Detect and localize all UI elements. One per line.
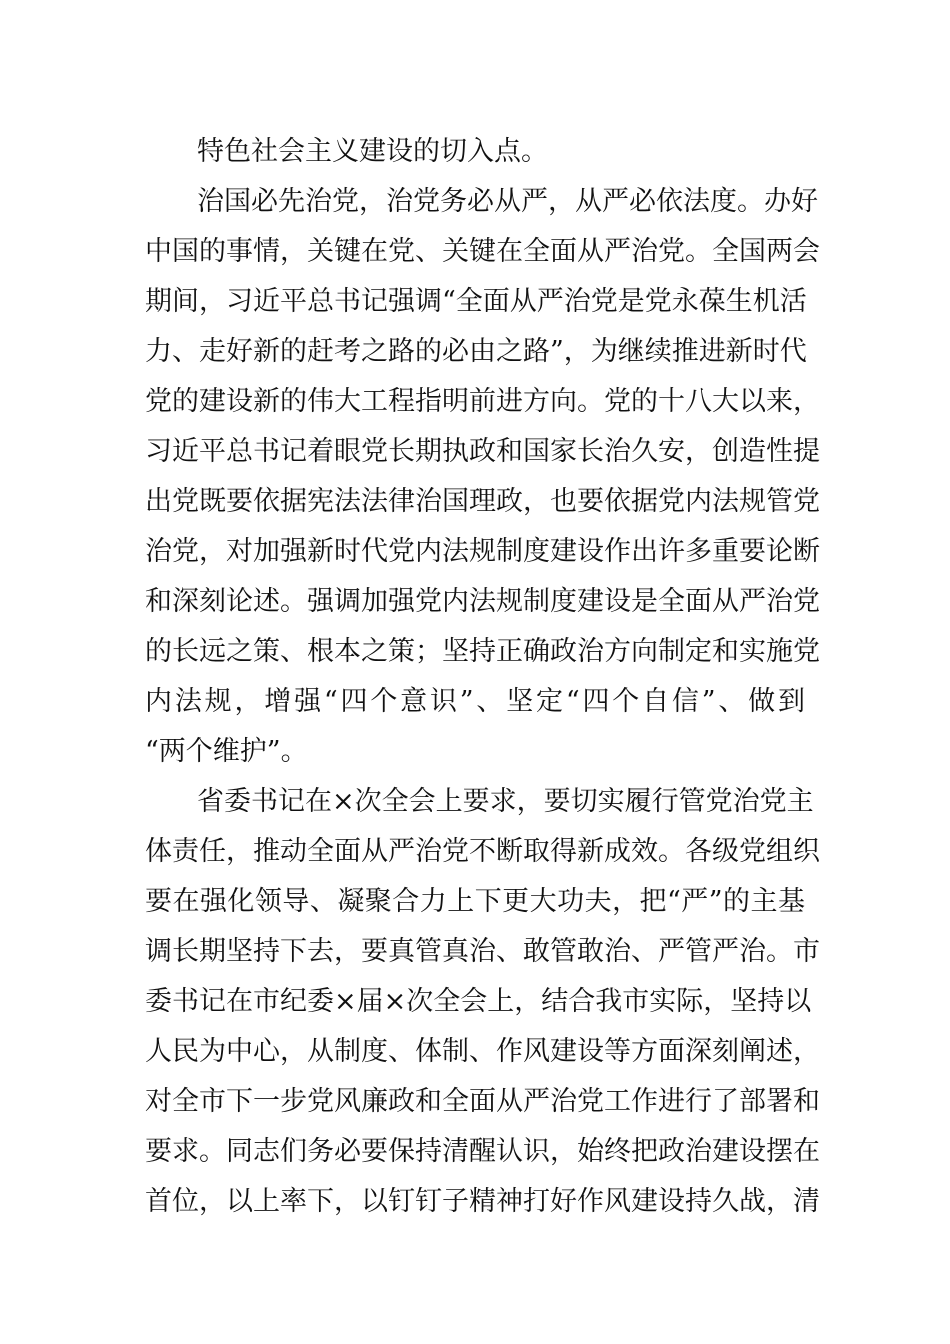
paragraph-2-line-10: 的长远之策、根本之策；坚持正确政治方向制定和实施党 (145, 636, 820, 667)
paragraph-2-line-8: 治党，对加强新时代党内法规制度建设作出许多重要论断 (145, 536, 820, 567)
paragraph-2-line-11: 内法规，增强“四个意识”、坚定“四个自信”、做到 (145, 686, 805, 717)
paragraph-2-line-2: 中国的事情，关键在党、关键在全面从严治党。全国两会 (145, 236, 820, 267)
paragraph-2-line-12: “两个维护”。 (145, 736, 308, 767)
paragraph-3-line-5: 委书记在市纪委×届×次全会上，结合我市实际，坚持以 (145, 986, 812, 1017)
paragraph-2-line-9: 和深刻论述。强调加强党内法规制度建设是全面从严治党 (145, 586, 820, 617)
paragraph-3-line-1: 省委书记在×次全会上要求，要切实履行管党治党主 (197, 786, 814, 817)
paragraph-2-line-7: 出党既要依据宪法法律治国理政，也要依据党内法规管党 (145, 486, 820, 517)
paragraph-3-line-2: 体责任，推动全面从严治党不断取得新成效。各级党组织 (145, 836, 820, 867)
paragraph-1-line-1: 特色社会主义建设的切入点。 (197, 136, 548, 167)
paragraph-2-line-3: 期间，习近平总书记强调“全面从严治党是党永葆生机活 (145, 286, 807, 317)
paragraph-3-line-7: 对全市下一步党风廉政和全面从严治党工作进行了部署和 (145, 1086, 820, 1117)
paragraph-2-line-1: 治国必先治党，治党务必从严，从严必依法度。办好 (197, 186, 818, 217)
paragraph-3-line-9: 首位，以上率下，以钉钉子精神打好作风建设持久战，清 (145, 1186, 820, 1217)
paragraph-3-line-3: 要在强化领导、凝聚合力上下更大功夫，把“严”的主基 (145, 886, 805, 917)
paragraph-3-line-6: 人民为中心，从制度、体制、作风建设等方面深刻阐述， (145, 1036, 820, 1067)
paragraph-2-line-6: 习近平总书记着眼党长期执政和国家长治久安，创造性提 (145, 436, 820, 467)
paragraph-2-line-5: 党的建设新的伟大工程指明前进方向。党的十八大以来， (145, 386, 820, 417)
paragraph-3-line-4: 调长期坚持下去，要真管真治、敢管敢治、严管严治。市 (145, 936, 820, 967)
paragraph-3-line-8: 要求。同志们务必要保持清醒认识，始终把政治建设摆在 (145, 1136, 820, 1167)
paragraph-2-line-4: 力、走好新的赶考之路的必由之路”，为继续推进新时代 (145, 336, 807, 367)
